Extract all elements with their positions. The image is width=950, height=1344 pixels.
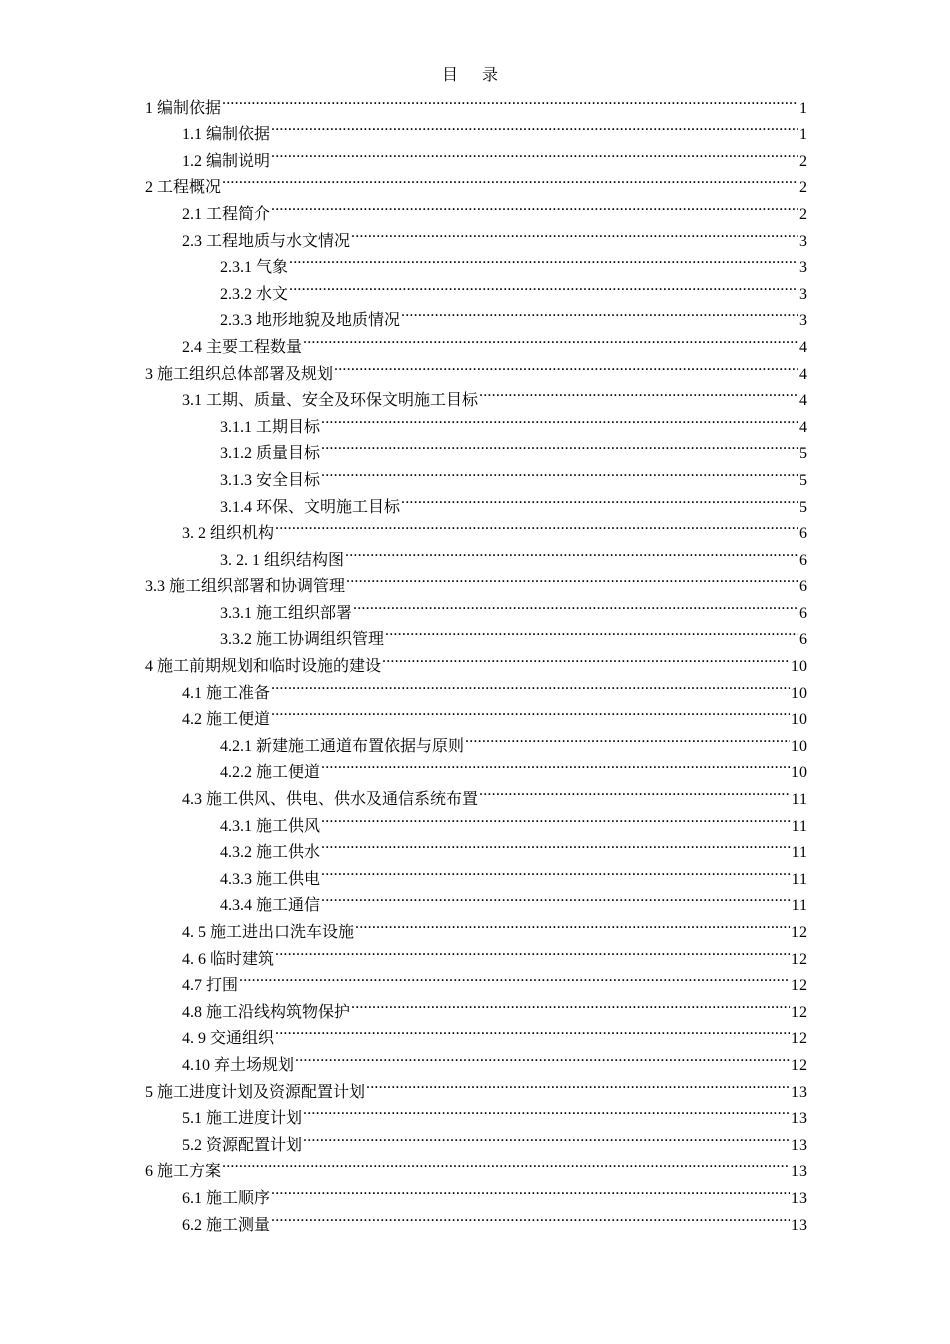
toc-entry-label: 2.4 主要工程数量	[182, 338, 303, 356]
toc-entry-page-number: 11	[791, 844, 807, 862]
toc-entry-page-number: 13	[791, 1136, 807, 1154]
toc-dot-leader	[271, 1176, 790, 1203]
toc-entry-page-number: 5	[799, 471, 807, 489]
toc-entry-page-number: 4	[799, 338, 807, 356]
toc-entry-page-number: 6	[799, 604, 807, 622]
toc-dot-leader	[321, 857, 791, 884]
toc-entry-page-number: 11	[791, 817, 807, 835]
toc-entry-label: 6.2 施工测量	[182, 1216, 271, 1234]
toc-dot-leader	[479, 777, 791, 804]
toc-entry-page-number: 13	[791, 1189, 807, 1207]
toc-dot-leader	[401, 299, 798, 326]
toc-entry-label: 4.3.4 施工通信	[220, 897, 321, 915]
toc-dot-leader	[351, 219, 798, 246]
toc-entry-page-number: 13	[791, 1216, 807, 1234]
toc-entry-label: 2.3.2 水文	[220, 285, 289, 303]
toc-entry[interactable]	[145, 1176, 807, 1207]
toc-entry-label: 1.2 编制说明	[182, 152, 271, 170]
toc-dot-leader	[303, 1097, 790, 1124]
toc-dot-leader	[289, 246, 798, 273]
toc-dot-leader	[321, 458, 798, 485]
toc-entry-page-number: 13	[791, 1083, 807, 1101]
toc-entry-label: 3.3 施工组织部署和协调管理	[145, 578, 346, 596]
toc-dot-leader	[222, 86, 798, 113]
toc-entry-label: 4.3.2 施工供水	[220, 844, 321, 862]
toc-entry-page-number: 11	[791, 897, 807, 915]
toc-entry-page-number: 1	[799, 99, 807, 117]
toc-dot-leader	[334, 352, 798, 379]
toc-entry-page-number: 10	[791, 764, 807, 782]
toc-entry-label: 3. 2. 1 组织结构图	[220, 551, 345, 569]
toc-entry-label: 3.3.2 施工协调组织管理	[220, 631, 385, 649]
toc-entry-label: 4.2 施工便道	[182, 711, 271, 729]
toc-entry-label: 2 工程概况	[145, 179, 222, 197]
toc-entry-label: 2.3.3 地形地貌及地质情况	[220, 312, 401, 330]
toc-entry-label: 6.1 施工顺序	[182, 1189, 271, 1207]
toc-entry-label: 4 施工前期规划和临时设施的建设	[145, 658, 382, 676]
toc-dot-leader	[321, 831, 791, 858]
toc-dot-leader	[351, 990, 790, 1017]
toc-entry-page-number: 12	[791, 950, 807, 968]
toc-entry-label: 4. 6 临时建筑	[182, 950, 275, 968]
toc-entry-page-number: 2	[799, 152, 807, 170]
toc-dot-leader	[355, 910, 790, 937]
toc-entry-label: 4.3 施工供风、供电、供水及通信系统布置	[182, 791, 479, 809]
toc-dot-leader	[479, 379, 798, 406]
toc-entry-label: 2.1 工程简介	[182, 205, 271, 223]
toc-entry-page-number: 4	[799, 418, 807, 436]
toc-entry-page-number: 10	[791, 711, 807, 729]
toc-dot-leader	[275, 937, 790, 964]
toc-dot-leader	[346, 565, 798, 592]
toc-entry-page-number: 4	[799, 392, 807, 410]
toc-dot-leader	[401, 485, 798, 512]
toc-dot-leader	[239, 964, 790, 991]
toc-entry-label: 3.1.3 安全目标	[220, 471, 321, 489]
toc-dot-leader	[321, 405, 798, 432]
toc-dot-leader	[271, 113, 798, 140]
toc-dot-leader	[353, 591, 798, 618]
toc-entry-page-number: 10	[791, 658, 807, 676]
toc-entry-label: 4.3.1 施工供风	[220, 817, 321, 835]
toc-dot-leader	[321, 432, 798, 459]
table-of-contents	[145, 86, 807, 1234]
toc-entry-label: 6 施工方案	[145, 1163, 222, 1181]
toc-entry-page-number: 4	[799, 365, 807, 383]
toc-entry-label: 5 施工进度计划及资源配置计划	[145, 1083, 366, 1101]
toc-dot-leader	[366, 1070, 790, 1097]
toc-dot-leader	[295, 1043, 790, 1070]
toc-entry[interactable]	[145, 1150, 807, 1181]
toc-entry[interactable]	[145, 192, 807, 223]
toc-entry-page-number: 12	[791, 1030, 807, 1048]
toc-entry[interactable]	[145, 86, 807, 117]
toc-entry-label: 3.3.1 施工组织部署	[220, 604, 353, 622]
toc-entry-label: 4. 5 施工进出口洗车设施	[182, 924, 355, 941]
toc-entry-page-number: 10	[791, 684, 807, 702]
toc-dot-leader	[385, 618, 798, 645]
toc-entry-page-number: 3	[799, 232, 807, 250]
toc-entry[interactable]	[145, 964, 807, 995]
toc-entry-page-number: 6	[799, 525, 807, 543]
toc-entry-page-number: 10	[791, 737, 807, 755]
toc-dot-leader	[382, 644, 790, 671]
toc-dot-leader	[271, 139, 798, 166]
toc-title: 目 录	[441, 67, 508, 84]
toc-entry-page-number: 3	[799, 259, 807, 277]
toc-dot-leader	[289, 272, 798, 299]
toc-entry-page-number: 2	[799, 179, 807, 197]
toc-dot-leader	[345, 538, 798, 565]
toc-entry-label: 3.1.4 环保、文明施工目标	[220, 498, 401, 516]
toc-entry-label: 1.1 编制依据	[182, 126, 271, 144]
toc-dot-leader	[222, 166, 798, 193]
toc-entry-label: 3.1 工期、质量、安全及环保文明施工目标	[182, 392, 479, 410]
toc-dot-leader	[271, 1203, 790, 1230]
toc-dot-leader	[321, 804, 791, 831]
toc-dot-leader	[303, 325, 798, 352]
toc-dot-leader	[222, 1150, 790, 1177]
toc-entry-page-number: 12	[791, 1003, 807, 1021]
toc-entry-label: 5.1 施工进度计划	[182, 1110, 303, 1128]
toc-entry-label: 3 施工组织总体部署及规划	[145, 365, 334, 383]
toc-entry-label: 4.2.2 施工便道	[220, 764, 321, 782]
toc-entry-label: 4. 9 交通组织	[182, 1030, 275, 1048]
toc-entry-page-number: 11	[791, 870, 807, 888]
toc-entry-page-number: 12	[791, 977, 807, 995]
toc-entry-page-number: 5	[799, 498, 807, 516]
toc-dot-leader	[275, 512, 798, 539]
toc-dot-leader	[271, 671, 790, 698]
toc-dot-leader	[321, 751, 790, 778]
toc-entry-page-number: 12	[791, 924, 807, 941]
toc-dot-leader	[275, 1017, 790, 1044]
toc-entry-page-number: 3	[799, 285, 807, 303]
toc-entry-label: 5.2 资源配置计划	[182, 1136, 303, 1154]
toc-entry-label: 2.3 工程地质与水文情况	[182, 232, 351, 250]
toc-entry-page-number: 5	[799, 445, 807, 463]
toc-entry-label: 3.1.1 工期目标	[220, 418, 321, 436]
toc-entry[interactable]	[145, 166, 807, 197]
toc-entry[interactable]	[145, 990, 807, 1021]
toc-entry-label: 4.10 弃土场规划	[182, 1056, 295, 1074]
toc-dot-leader	[465, 724, 790, 751]
toc-entry-page-number: 2	[799, 205, 807, 223]
toc-entry-label: 4.8 施工沿线构筑物保护	[182, 1003, 351, 1021]
toc-dot-leader	[271, 698, 790, 725]
toc-entry-label: 3.1.2 质量目标	[220, 445, 321, 463]
toc-dot-leader	[321, 884, 791, 911]
toc-entry-page-number: 6	[799, 551, 807, 569]
toc-entry-label: 4.2.1 新建施工通道布置依据与原则	[220, 737, 465, 755]
toc-entry-page-number: 13	[791, 1163, 807, 1181]
toc-entry-label: 4.7 打围	[182, 977, 239, 995]
toc-entry-page-number: 1	[799, 126, 807, 144]
toc-dot-leader	[271, 192, 798, 219]
toc-entry-label: 2.3.1 气象	[220, 259, 289, 277]
toc-entry[interactable]	[145, 113, 807, 144]
toc-entry-page-number: 6	[799, 631, 807, 649]
toc-entry-label: 1 编制依据	[145, 99, 222, 117]
toc-entry-page-number: 3	[799, 312, 807, 330]
toc-dot-leader	[303, 1123, 790, 1150]
toc-entry-label: 4.3.3 施工供电	[220, 870, 321, 888]
toc-entry-page-number: 13	[791, 1110, 807, 1128]
toc-entry-label: 4.1 施工准备	[182, 684, 271, 702]
toc-entry-label: 3. 2 组织机构	[182, 525, 275, 543]
toc-entry-page-number: 11	[791, 791, 807, 809]
toc-entry-page-number: 12	[791, 1056, 807, 1074]
toc-entry-page-number: 6	[799, 578, 807, 596]
